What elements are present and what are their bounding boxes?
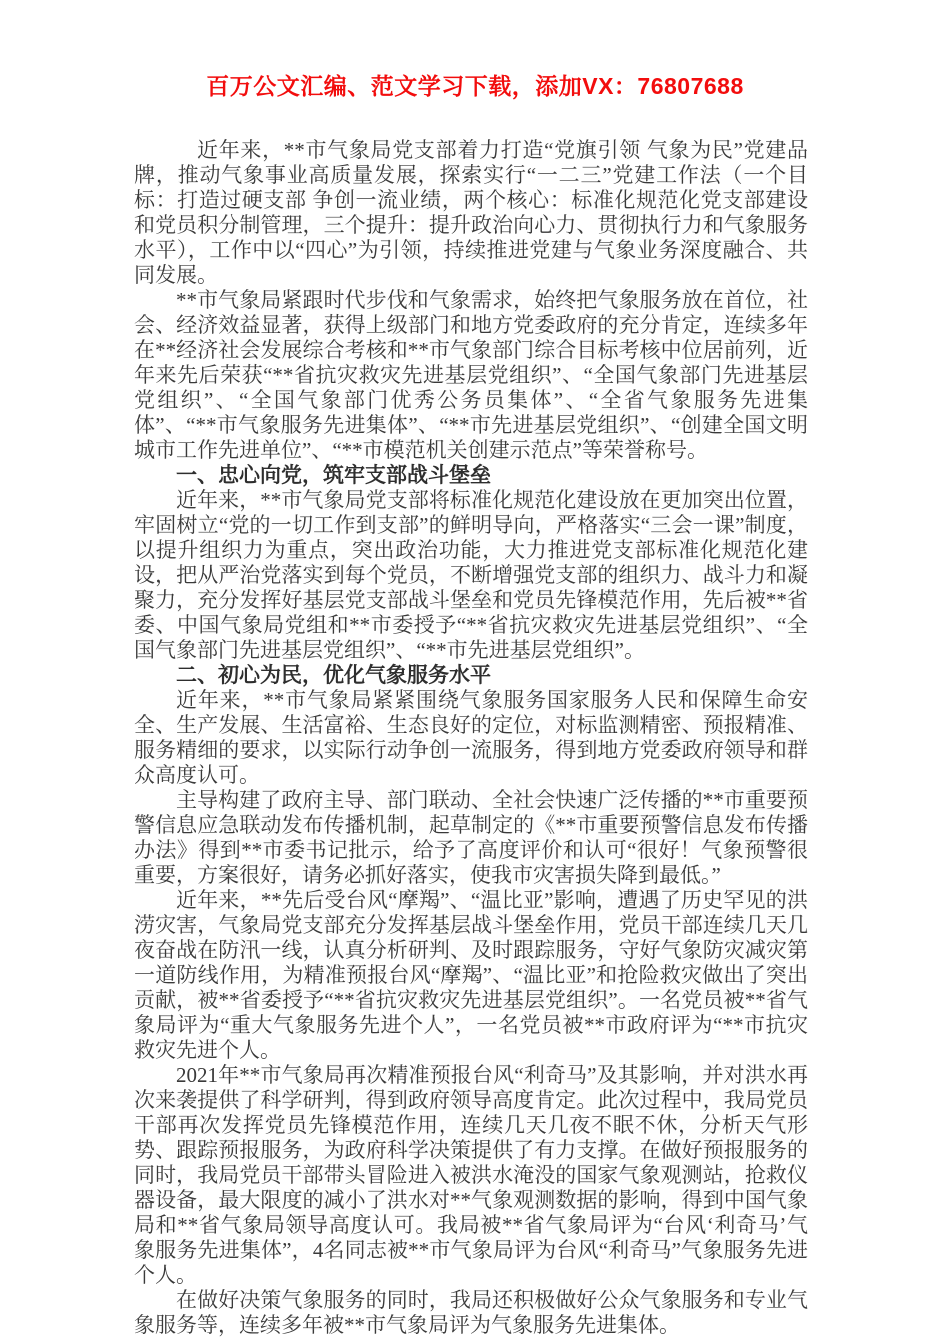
paragraph: **市气象局紧跟时代步伐和气象需求，始终把气象服务放在首位，社会、经济效益显著，获得上级部门和地方党委政府的充分肯定，连续多年在**经济社会发展综合考核和**市气象部门综合目标考核中位居前列，近年来先后荣获“**省抗灾救灾先进基层党组织”、“全国气象部门先进基层党组织”、“全国气象部门优秀公务员集体”、“全省气象服务先进集体”、“**市气象服务先进集体”、“**市先进基层党组织”、“创建全国文明城市工作先进单位”、“**市模范机关创建示范点”等荣誉称号。: [134, 288, 808, 462]
paragraph: 在做好决策气象服务的同时，我局还积极做好公众气象服务和专业气象服务等，连续多年被**市气象局评为气象服务先进集体。: [134, 1288, 808, 1337]
paragraph: 近年来，**市气象局党支部着力打造“党旗引领 气象为民”党建品牌，推动气象事业高质量发展，探索实行“一二三”党建工作法（一个目标：打造过硬支部 争创一流业绩，两个核心：标准化规范化党支部建设和党员积分制管理，三个提升：提升政治向心力、贯彻执行力和气象服务水平），工作中以“四心”为引领，持续推进党建与气象业务深度融合、共同发展。: [134, 138, 808, 287]
paragraph: 近年来，**市气象局紧紧围绕气象服务国家服务人民和保障生命安全、生产发展、生活富裕、生态良好的定位，对标监测精密、预报精准、服务精细的要求，以实际行动争创一流服务，得到地方党委政府领导和群众高度认可。: [134, 688, 808, 787]
document-body: [134, 138, 808, 1338]
promo-text: 百万公文汇编、范文学习下载，添加VX：76807688: [206, 73, 744, 99]
section-heading: 二、初心为民，优化气象服务水平: [176, 664, 491, 687]
paragraph: 近年来，**市气象局党支部将标准化规范化建设放在更加突出位置，牢固树立“党的一切工作到支部”的鲜明导向，严格落实“三会一课”制度，以提升组织力为重点，突出政治功能，大力推进党支部标准化规范化建设，把从严治党落实到每个党员，不断增强党支部的组织力、战斗力和凝聚力，充分发挥好基层党支部战斗堡垒和党员先锋模范作用，先后被**省委、中国气象局党组和**市委授予“**省抗灾救灾先进基层党组织”、“全国气象部门先进基层党组织”、“**市先进基层党组织”。: [134, 488, 808, 662]
paragraph: 2021年**市气象局再次精准预报台风“利奇马”及其影响，并对洪水再次来袭提供了科学研判，得到政府领导高度肯定。此次过程中，我局党员干部再次发挥党员先锋模范作用，连续几天几夜不眠不休，分析天气形势、跟踪预报服务，为政府科学决策提供了有力支撑。在做好预报服务的同时，我局党员干部带头冒险进入被洪水淹没的国家气象观测站，抢救仪器设备，最大限度的减小了洪水对**气象观测数据的影响，得到中国气象局和**省气象局领导高度认可。我局被**省气象局评为“台风‘利奇马’气象服务先进集体”，4名同志被**市气象局评为台风“利奇马”气象服务先进个人。: [134, 1063, 808, 1287]
section-heading: 一、忠心向党，筑牢支部战斗堡垒: [176, 464, 491, 487]
paragraph: 近年来，**先后受台风“摩羯”、“温比亚”影响，遭遇了历史罕见的洪涝灾害，气象局党支部充分发挥基层战斗堡垒作用，党员干部连续几天几夜奋战在防汛一线，认真分析研判、及时跟踪服务，守好气象防灾减灾第一道防线作用，为精准预报台风“摩羯”、“温比亚”和抢险救灾做出了突出贡献，被**省委授予“**省抗灾救灾先进基层党组织”。一名党员被**省气象局评为“重大气象服务先进个人”，一名党员被**市政府评为“**市抗灾救灾先进个人。: [134, 888, 808, 1062]
promo-banner: [0, 0, 950, 101]
paragraph: 主导构建了政府主导、部门联动、全社会快速广泛传播的**市重要预警信息应急联动发布传播机制，起草制定的《**市重要预警信息发布传播办法》得到**市委书记批示，给予了高度评价和认可“很好！气象预警很重要，方案很好，请务必抓好落实，使我市灾害损失降到最低。”: [134, 788, 808, 887]
